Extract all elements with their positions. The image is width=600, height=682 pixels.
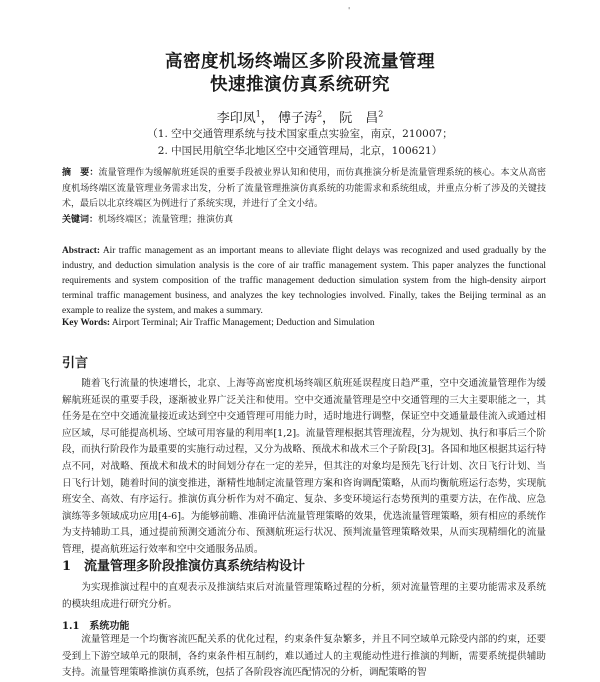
scan-mark: ' xyxy=(348,6,351,15)
keywords-english xyxy=(62,318,546,328)
subsection1-1-paragraph: 流量管理是一个均衡容流匹配关系的优化过程，约束条件复杂繁多，并且不同空域单元除受内部的约束，还要受到上下游空域单元的限制，各约束条件相互制约，难以通过人的主观能动性进行推演的判断，需要系统提供辅助支持。流量管理策略推演仿真系统，包括了各阶段容流匹配情况的分析，调配策略的智 xyxy=(62,634,546,679)
abstract-en-label: Abstract: xyxy=(62,246,101,256)
author-affil-mark: 1 xyxy=(255,109,261,119)
abstract-en-text: Air traffic management as an important means to alleviate flight delays was recognized and used gradually by the industry, and deduction simulation analysis is the core of air traffic management system. This paper analyzes the functional requirements and system composition of the traffic management deduction simulation system from the high-density airport terminal traffic management business, and analyzes the key technologies involved. Finally, takes the Beijing terminal as an example to realize the system, and makes a summary. xyxy=(62,246,546,316)
keywords-en-text: Airport Terminal; Air Traffic Management; Deduction and Simulation xyxy=(110,318,375,328)
keywords-en-label: Key Words: xyxy=(62,318,111,328)
paper-title-line2: 快速推演仿真系统研究 xyxy=(210,75,390,95)
abstract-zh-text: 流量管理作为缓解航班延误的重要手段被业界认知和使用，而仿真推演分析是流量管理系统的核心。本文从高密度机场终端区流量管理业务需求出发，分析了流量管理推演仿真系统的功能需求和系统组成，并重点分析了涉及的关键技术，最后以北京终端区为例进行了系统实现，并进行了全文小结。 xyxy=(62,168,546,209)
author-list: 李印凤$^1$， 傅子涛$^2$， 阮 昌$^2$ xyxy=(216,109,384,126)
subsection-heading-1-1: 1.1 系统功能 xyxy=(62,621,130,632)
abstract-zh-label: 摘 要： xyxy=(62,168,99,178)
author-name: 傅子涛 xyxy=(277,111,317,126)
keywords-zh-text: 机场终端区；流量管理；推演仿真 xyxy=(98,215,234,225)
keywords-zh-label: 关键词： xyxy=(62,215,99,225)
intro-paragraph: 随着飞行流量的快速增长，北京、上海等高密度机场终端区航班延误程度日趋严重，空中交通流量管理作为缓解航班延误的重要手段，逐渐被业界广泛关注和使用。空中交通流量管理是空中交通管理的三大主要职能之一，其任务是在空中交通流量接近或达到空中交通管理可用能力时，适时地进行调整，保证空中交通量最佳流入或通过相应区域，尽可能提高机场、空域可用容量的利用率[1,2]。流量管理根据其管理流程，分为规划、执行和事后三个阶段，而执行阶段作为最重要的实施行动过程，又分为战略、预战术和战术三个子阶段[3]。各国和地区根据其运行特点不同，对战略、预战术和战术的时间划分存在一定的差异，但其注的对象均是预先飞行计划、次日飞行计划、当日飞行计划，随着时间的演变推进，渐精性地制定流量管理方案和咨询调配策略，从而均衡航班运行态势，实现航班安全、高效、有序运行。推演仿真分析作为对不确定、复杂、多变环境运行态势预判的重要方法，在作战、应急演练等多领域成功应用[4-6]。为能够前瞻、准确评估流量管理策略的效果，优选流量管理策略，须有相应的系统作为支持辅助工具，通过提前预测交通流分布、预测航班运行状况、预判流量管理策略效果，从而实现精细化的流量管理，提高航班运行效率和空中交通服务品质。 xyxy=(62,378,546,555)
author-affil-mark: 2 xyxy=(378,109,384,119)
section1-paragraph: 为实现推演过程中的直观表示及推演结束后对流量管理策略过程的分析，须对流量管理的主要功能需求及系统的模块组成进行研究分析。 xyxy=(62,582,546,610)
author-name: 李印凤 xyxy=(216,111,256,126)
abstract-chinese xyxy=(62,166,546,213)
abstract-english xyxy=(62,244,546,319)
affiliation-2: 2. 中国民用航空华北地区空中交通管理局，北京，100621） xyxy=(157,145,443,157)
affiliation-1: （1. 空中交通管理系统与技术国家重点实验室，南京，210007； xyxy=(147,128,453,140)
section-heading-intro: 引言 xyxy=(62,356,89,371)
keywords-chinese xyxy=(62,212,546,225)
author-name: 阮 昌 xyxy=(339,111,379,126)
section-heading-1: 1 流量管理多阶段推演仿真系统结构设计 xyxy=(62,559,306,574)
paper-title-line1: 高密度机场终端区多阶段流量管理 xyxy=(165,52,435,72)
author-affil-mark: 2 xyxy=(316,109,323,119)
